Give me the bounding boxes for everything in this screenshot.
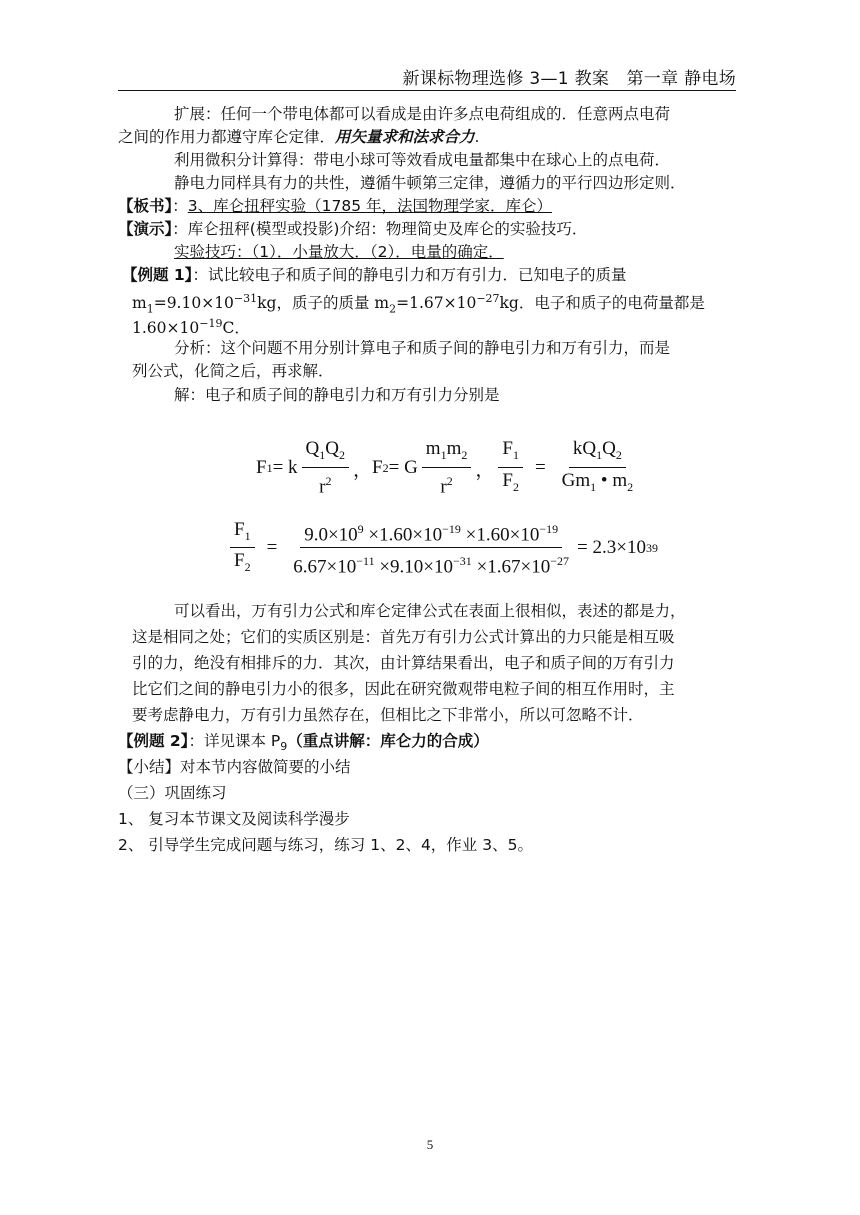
text-line: 【小结】对本节内容做简要的小结 <box>118 758 351 776</box>
text-line: 【板书】：3、库仑扭秤实验（1785 年，法国物理学家．库仑） <box>118 197 553 215</box>
text-line: 扩展：任何一个带电体都可以看成是由许多点电荷组成的．任意两点电荷 <box>174 105 671 123</box>
text-line: 之间的作用力都遵守库仑定律．用矢量求和法求合力. <box>118 128 480 146</box>
text-line: 比它们之间的静电引力小的很多，因此在研究微观带电粒子间的相互作用时，主 <box>132 680 675 698</box>
fraction: $\frac{Q_1Q_2}{r^2}$ <box>302 438 349 498</box>
text-line: 解：电子和质子间的静电引力和万有引力分别是 <box>174 386 500 404</box>
text-line: $m_1=9.10\times 10^{-31}kg$，质子的质量 $m_2=1.67\times 10^{-27}kg$．电子和质子的电荷量都是 <box>132 292 705 316</box>
list-item: 2、 引导学生完成问题与练习，练习 1、2、4，作业 3、5。 <box>118 836 533 854</box>
text-line: 可以看出，万有引力公式和库仑定律公式在表面上很相似，表述的都是力， <box>174 602 686 620</box>
text-line: 列公式，化简之后，再求解． <box>132 362 334 380</box>
fraction: $\frac{F_1}{F_2}$ <box>230 519 255 579</box>
section-label: 【例题 1】 <box>122 266 193 284</box>
section-label: 【演示】 <box>118 220 173 238</box>
list-item: 1、 复习本节课文及阅读科学漫步 <box>118 810 350 828</box>
text-line: 【例题 1】：试比较电子和质子间的静电引力和万有引力．已知电子的质量 <box>122 266 627 284</box>
text-line: 要考虑静电力，万有引力虽然存在，但相比之下非常小，所以可忽略不计． <box>132 706 644 724</box>
emphasis-text: 用矢量求和法求合力 <box>335 128 475 146</box>
formula-forces: F 1 = k $\frac{Q_1Q_2}{r^2}$ ， F 2 = G $\frac{m_1m_2}{r^2}$ ， $\frac{F_1}{F_2}$ = $\frac{kQ_1Q_2}{Gm_1 • m_2}$ <box>256 438 641 498</box>
formula-ratio: $\frac{F_1}{F_2}$ = $\frac{9.0\times 10^9 \times 1.60\times 10^{-19} \times 1.60\times 10^{-19}}{6.67\times 10^{-11} \times 9.10\times 10^{-31} \times 1.67\times 10^{-27}}$ = 2.3×10 39 <box>226 518 658 579</box>
page-number: 5 <box>426 1137 434 1152</box>
section-label: 【板书】 <box>118 197 173 215</box>
text-line: （三）巩固练习 <box>118 784 227 802</box>
text-line: 静电力同样具有力的共性，遵循牛顿第三定律，遵循力的平行四边形定则． <box>174 174 686 192</box>
text-line: 【演示】：库仑扭秤(模型或投影)介绍：物理简史及库仑的实验技巧． <box>118 220 588 238</box>
fraction: $\frac{m_1m_2}{r^2}$ <box>422 438 472 498</box>
page-header-title: 新课标物理选修 3—1 教案 第一章 静电场 <box>402 69 736 89</box>
text-line: 【例题 2】：详见课本 $P_9$（重点讲解：库仑力的合成） <box>118 732 489 754</box>
text-line: $1.60\times 10^{-19}C$． <box>132 317 250 338</box>
text-line: 实验技巧：（1）．小量放大．（2）．电量的确定． <box>174 243 504 261</box>
text-line: 这是相同之处；它们的实质区别是：首先万有引力公式计算出的力只能是相互吸 <box>132 628 675 646</box>
fraction: $\frac{kQ_1Q_2}{Gm_1 • m_2}$ <box>561 438 634 494</box>
section-label: 【小结】 <box>118 758 181 776</box>
text-line: 分析：这个问题不用分别计算电子和质子间的静电引力和万有引力，而是 <box>174 339 671 357</box>
text-line: 引的力，绝没有相排斥的力．其次，由计算结果看出，电子和质子间的万有引力 <box>132 654 675 672</box>
fraction: $\frac{9.0\times 10^9 \times 1.60\times 10^{-19} \times 1.60\times 10^{-19}}{6.67\times 10^{-11} \times 9.10\times 10^{-31} \times 1.67\times 10^{-27}}$ <box>289 518 573 579</box>
section-label: 【例题 2】 <box>118 732 189 750</box>
text-line: 利用微积分计算得：带电小球可等效看成电量都集中在球心上的点电荷． <box>174 151 671 169</box>
fraction: $\frac{F_1}{F_2}$ <box>498 438 523 498</box>
header-rule <box>118 90 736 91</box>
